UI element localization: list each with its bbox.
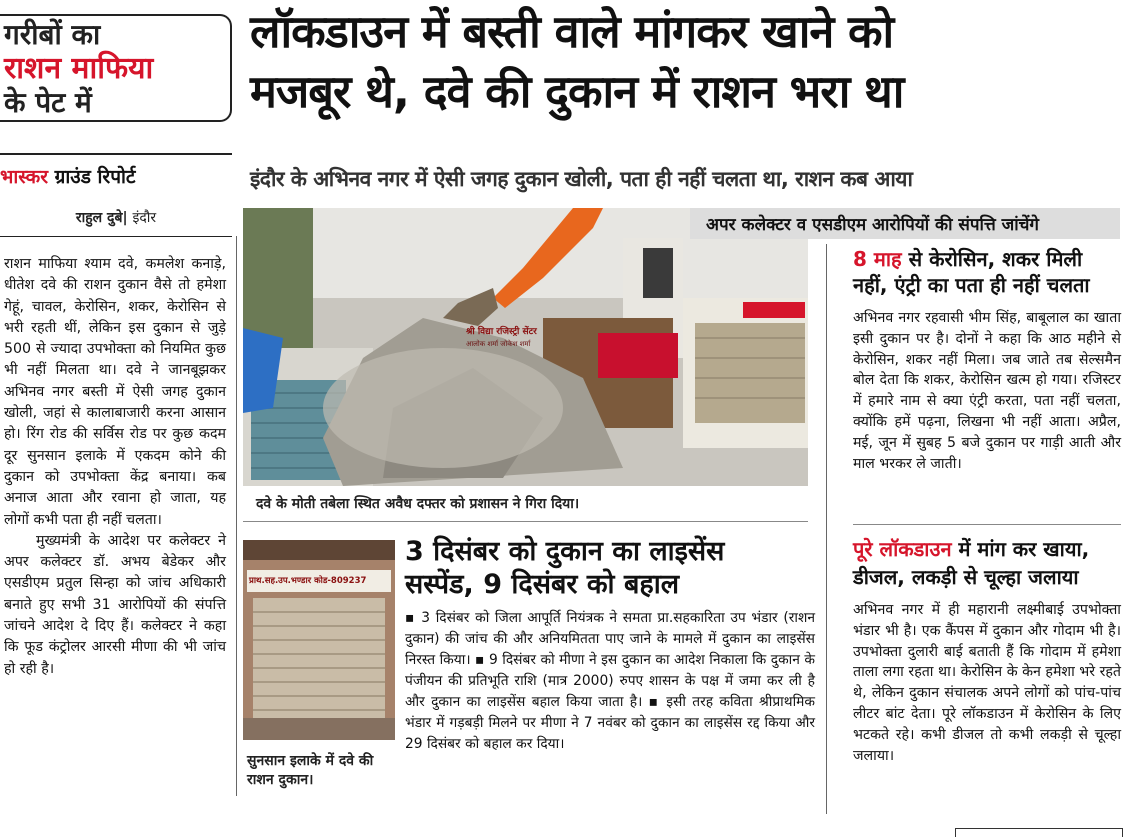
right-story-1-headline-line-2: नहीं, एंट्री का पता ही नहीं चलता: [853, 273, 1090, 297]
right-story-1-headline-rest: से केरोसिन, शकर मिली: [901, 247, 1083, 271]
middle-headline-line-2: सस्पेंड, 9 दिसंबर को बहाल: [405, 569, 680, 600]
headline: [250, 2, 1120, 122]
middle-story-headline: [405, 535, 815, 601]
middle-headline-line-1: 3 दिसंबर को दुकान का लाइसेंस: [405, 536, 725, 567]
brand-section: ग्राउंड रिपोर्ट: [54, 166, 136, 188]
ration-shop-illustration: [243, 540, 395, 740]
rule-right-column: [853, 524, 1121, 525]
kicker-line-2: राशन माफिया: [4, 51, 154, 86]
bottom-edge-box: [955, 828, 1123, 837]
middle-story-body: ▪ 3 दिसंबर को जिला आपूर्ति नियंत्रक ने समता प्रा.सहकारिता उप भंडार (राशन दुकान) की जांच की और अनियमितता पाए जाने के मामले में दुकान का लाइसेंस निरस्त किया। ▪ 9 दिसंबर को मीणा ने इस दुकान का आदेश निकाला कि दुकान के पंजीयन की प्रतिभूति राशि (मात्र 2000) रुपए शासन के पक्ष में जमा कर ली है और दुकान का लाइसेंस बहाल किया जाता है। ▪ इसी तरह कविता श्रीप्राथमिक भंडार में गड़बड़ी मिलने पर मीणा ने 7 नवंबर को दुकान का लाइसेंस रद्द किया और 29 दिसंबर को बहाल कर दिया।: [405, 610, 815, 752]
photo-strip-headline: अपर कलेक्टर व एसडीएम आरोपियों की संपत्ति जांचेंगे: [690, 208, 1120, 239]
rule-under-kicker: [0, 153, 232, 155]
shop-sign-text: प्राथ.सह.उप.भण्डार कोड-809237: [249, 576, 367, 586]
right-story-2-headline-line-2: डीजल, लकड़ी से चूल्हा जलाया: [853, 565, 1079, 589]
left-paragraph-2: मुख्यमंत्री के आदेश पर कलेक्टर ने अपर कलेक्टर डॉ. अभय बेडेकर और एसडीएम प्रतुल सिन्हा को जांच अधिकारी बनाते हुए सभी 31 आरोपियों की संपत्ति जांचने आदेश दे दिए हैं। कलेक्टर ने कहा कि फूड कंट्रोलर आरसी मीणा की भी जांच हो रही है।: [4, 532, 226, 677]
photo-sign-subtext: आलोक शर्मा जोकेश शर्मा: [466, 340, 531, 348]
right-story-2-headline-rest: में मांग कर खाया,: [951, 537, 1090, 561]
subheadline: इंदौर के अभिनव नगर में ऐसी जगह दुकान खोली, पता ही नहीं चलता था, राशन कब आया: [250, 167, 913, 191]
rule-under-caption: [243, 521, 808, 522]
brand-label: [0, 163, 232, 189]
right-story-1-body: अभिनव नगर रहवासी भीम सिंह, बाबूलाल का खाता इसी दुकान पर है। दोनों ने कहा कि आठ महीने से केरोसिन, शकर नहीं मिला। जब जाते तब सेल्समैन बोल देता कि शकर, केरोसिन खत्म हो गया। रजिस्टर में हमारे नाम से क्या एंट्री करता, पता नहीं चलता, क्योंकि हमें पढ़ना, लिखना भी नहीं आता। अप्रैल, मई, जून में सुबह 5 बजे दुकान पर गाड़ी आती और माल भरकर ले जाती।: [853, 310, 1121, 472]
small-photo-caption: सुनसान इलाके में दवे की राशन दुकान।: [247, 753, 374, 788]
left-paragraph-1: राशन माफिया श्याम दवे, कमलेश कनाड़े, धीतेश दवे की राशन दुकान वैसे तो हमेशा गेहूं, चावल, केरोसिन, शकर, केरोसिन से भरी रहती थीं, लेकिन इस दुकान से जुड़े 500 से ज्यादा उपभोक्ता को नियमित कुछ भी नहीं मिलता था। दवे ने जानबूझकर अभिनव नगर बस्ती में ऐसी जगह दुकान खोली, जहां से कालाबाजारी करना आसान हो। रिंग रोड की सर्विस रोड पर कुछ कदम दूर सुनसान इलाके में एकदम कोने की दुकान को उपभोक्ता केंद्र बनाया। कब अनाज आता और रवाना हो जाता, यह लोगों कभी पता ही नहीं चलता।: [4, 256, 226, 528]
right-story-1-headline: [853, 246, 1123, 298]
headline-line-2: मजबूर थे, दवे की दुकान में राशन भरा था: [250, 65, 904, 118]
main-photo-caption: दवे के मोती तबेला स्थित अवैध दफ्तर को प्रशासन ने गिरा दिया।: [256, 496, 580, 512]
kicker-box: [0, 14, 232, 122]
photo-sign-text: श्री विद्या रजिस्ट्री सेंटर: [466, 327, 537, 337]
column-divider-right: [826, 244, 827, 814]
brand-name: भास्कर: [0, 166, 49, 188]
right-story-2-headline: [853, 535, 1123, 591]
kicker-line-3: के पेट में: [4, 86, 92, 119]
byline-rule: [0, 236, 232, 237]
right-story-2-body: अभिनव नगर में ही महारानी लक्ष्मीबाई उपभोक्ता भंडार भी है। एक कैंपस में दुकान और गोदाम भी है। उपभोक्ता दुलारी बाई बताती हैं कि गोदाम में हमेशा ताला लगा रहता था। केरोसिन के केन हमेशा भरे रहते थे, लेकिन दुकान संचालक अपने लोगों को पांच-पांच लीटर बांट देता। पूरे लॉकडाउन में केरोसिन के लिए भटकते रहे। कभी डीजल तो कभी लकड़ी से चूल्हा जलाया।: [853, 602, 1121, 764]
right-story-2-headline-highlight: पूरे लॉकडाउन: [853, 537, 952, 561]
headline-line-1: लॉकडाउन में बस्ती वाले मांगकर खाने को: [250, 5, 894, 58]
column-divider-left: [236, 236, 237, 796]
ration-shop-photo: [243, 540, 395, 740]
right-story-1-headline-highlight: 8 माह: [853, 247, 902, 271]
byline: राहुल दुबे| इंदौर: [75, 210, 157, 226]
byline-author: राहुल दुबे: [75, 210, 123, 226]
kicker-line-1: गरीबों का: [4, 18, 101, 51]
byline-city: इंदौर: [132, 210, 157, 226]
left-column-story: [4, 254, 226, 680]
